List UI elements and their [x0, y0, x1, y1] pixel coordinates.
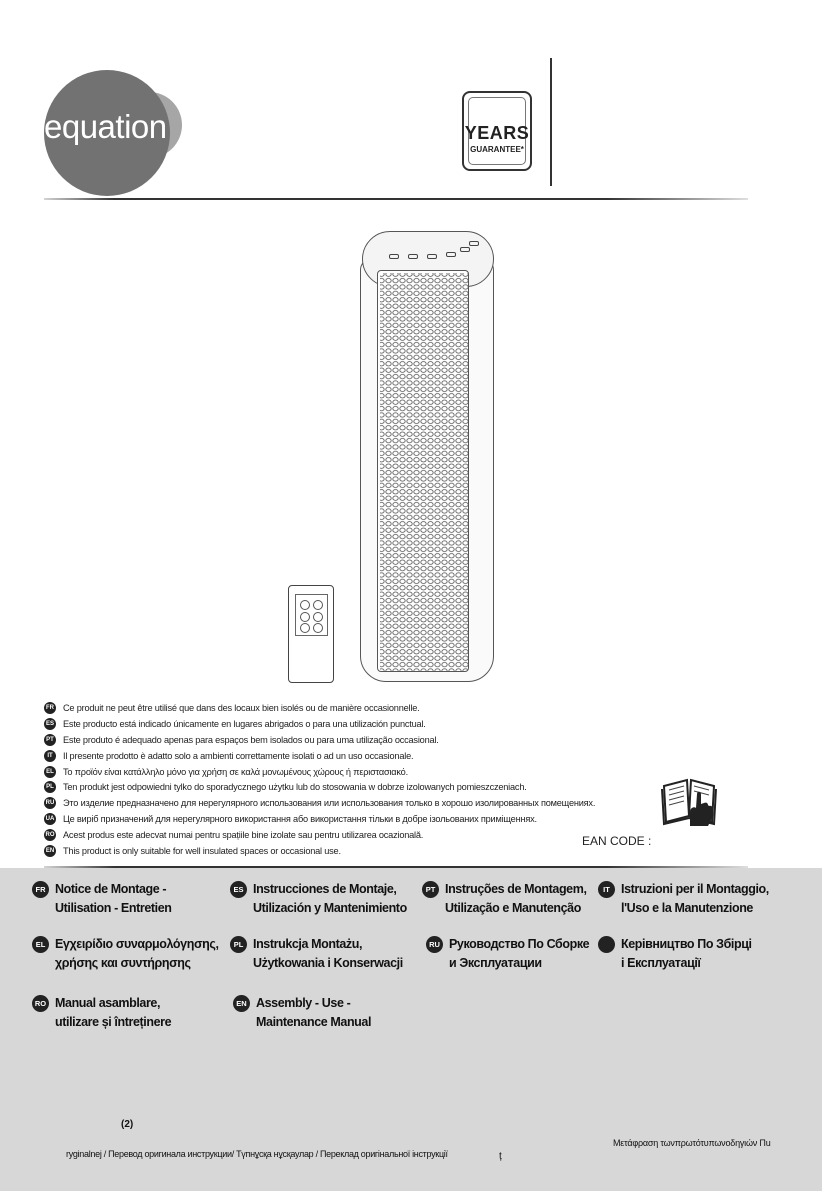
manual-title-line1: Руководство По Сборке — [449, 937, 590, 951]
manual-title-text — [253, 880, 407, 918]
manual-title-line1: Notice de Montage - — [55, 882, 167, 896]
manual-title-line2: utilizare și întreținere — [55, 1015, 172, 1029]
manual-title-line2: Utilização e Manutenção — [445, 901, 581, 915]
heater-grille — [377, 270, 469, 672]
language-badge-icon: RO — [44, 829, 56, 841]
manual-book-icon — [660, 772, 718, 826]
language-notice-text: Il presente prodotto è adatto solo a ambienti correttamente isolati o ad un uso occasionale. — [63, 750, 414, 761]
language-notice-text: Este produto é adequado apenas para espaços bem isolados ou para uma utilização occasional. — [63, 734, 439, 745]
remote-down-icon — [300, 623, 310, 633]
manual-title-line1: Instrukcja Montażu, — [253, 937, 363, 951]
page-number: (2) — [121, 1119, 134, 1130]
guarantee-years: YEARS — [464, 123, 530, 143]
header-divider — [550, 58, 552, 186]
remote-up-icon — [300, 612, 310, 622]
language-badge-icon: PL — [44, 781, 56, 793]
heater-button-icon — [460, 247, 470, 252]
language-badge-icon: EN — [44, 845, 56, 857]
language-notice-text: Это изделие предназначено для нерегулярного использования или использования только в хорошо изолированных помещениях. — [63, 798, 596, 809]
language-notice-text: This product is only suitable for well insulated spaces or occasional use. — [63, 845, 341, 856]
language-notice-row — [44, 811, 604, 827]
language-notice-list — [44, 700, 604, 859]
guarantee-badge — [462, 91, 532, 171]
remote-fan-icon — [313, 612, 323, 622]
language-notice-row — [44, 748, 604, 764]
language-badge-icon: PL — [230, 936, 247, 953]
remote-power-icon — [300, 600, 310, 610]
footer-translation-right: Μετάφραση τωνπρωτότυπωνοδηγιών Πu — [613, 1138, 771, 1148]
remote-button-panel — [295, 594, 328, 636]
manual-title-line2: і Експлуатації — [621, 956, 701, 970]
language-notice-row — [44, 716, 604, 732]
manual-title-el — [32, 935, 219, 973]
language-notice-text: Ce produit ne peut être utilisé que dans des locaux bien isolés ou de manière occasionnelle. — [63, 702, 420, 713]
language-notice-row — [44, 764, 604, 780]
heater-button-icon — [408, 254, 418, 259]
language-badge-icon: RU — [44, 797, 56, 809]
manual-title-text — [253, 935, 403, 973]
language-badge-icon: ES — [230, 881, 247, 898]
manual-title-line2: Utilisation - Entretien — [55, 901, 172, 915]
manual-title-line1: Instruções de Montagem, — [445, 882, 587, 896]
language-notice-text: Acest produs este adecvat numai pentru spațiile bine izolate sau pentru utilizarea ocazională. — [63, 830, 424, 841]
language-badge-icon: IT — [44, 750, 56, 762]
manual-title-ua — [598, 935, 752, 973]
manual-title-es — [230, 880, 407, 918]
manual-title-line2: Użytkowania i Konserwacji — [253, 956, 403, 970]
manual-title-fr — [32, 880, 172, 918]
language-badge-icon: EL — [44, 766, 56, 778]
language-notice-text: Ten produkt jest odpowiedni tylko do sporadycznego użytku lub do stosowania w dobrze izolowanych pomieszczeniach. — [63, 782, 527, 793]
manual-title-line1: Manual asamblare, — [55, 996, 161, 1010]
language-badge-icon: PT — [44, 734, 56, 746]
language-badge-icon: RU — [426, 936, 443, 953]
ean-code-label: EAN CODE : — [582, 834, 652, 848]
remote-mode-icon — [313, 600, 323, 610]
language-notice-row — [44, 779, 604, 795]
manual-title-text — [445, 880, 587, 918]
manual-title-line2: Utilización y Mantenimiento — [253, 901, 407, 915]
language-badge-icon: PT — [422, 881, 439, 898]
language-badge-icon: ES — [44, 718, 56, 730]
manual-title-line2: Maintenance Manual — [256, 1015, 372, 1029]
language-badge-icon: IT — [598, 881, 615, 898]
remote-timer-icon — [313, 623, 323, 633]
language-notice-row — [44, 700, 604, 716]
language-badge-icon — [598, 936, 615, 953]
language-notice-text: Este producto está indicado únicamente en lugares abrigados o para una utilización punctual. — [63, 718, 426, 729]
language-badge-icon: UA — [44, 813, 56, 825]
manual-title-pl — [230, 935, 403, 973]
guarantee-label: GUARANTEE* — [470, 145, 524, 154]
footer-translation-left: ryginalnej / Перевод оригинала инструкции/ Түпнұсқа нұсқаулар / Переклад оригінальної інструкції — [66, 1149, 448, 1159]
manual-title-text — [55, 880, 172, 918]
manual-title-line2: χρήσης και συντήρησης — [55, 956, 191, 970]
heater-button-icon — [469, 241, 479, 246]
brand-logo-text: equation — [44, 108, 167, 145]
language-notice-text: Це виріб призначений для нерегулярного використання або використання тільки в добре ізольованих приміщеннях. — [63, 814, 537, 825]
manual-title-text — [256, 994, 371, 1032]
language-notice-text: Το προϊόν είναι κατάλληλο μόνο για χρήση σε καλά μονωμένους χώρους ή περιστασιακό. — [63, 766, 408, 777]
manual-title-text — [55, 935, 219, 973]
heater-button-icon — [389, 254, 399, 259]
manual-title-line1: Assembly - Use - — [256, 996, 351, 1010]
language-badge-icon: EL — [32, 936, 49, 953]
manual-title-en — [233, 994, 371, 1032]
manual-title-text — [449, 935, 589, 973]
manual-title-line2: l'Uso e la Manutenzione — [621, 901, 753, 915]
manual-title-line2: и Эксплуатации — [449, 956, 542, 970]
heater-button-icon — [446, 252, 456, 257]
language-notice-row — [44, 732, 604, 748]
remote-control-icon — [288, 585, 334, 683]
manual-title-line1: Instrucciones de Montaje, — [253, 882, 397, 896]
manual-title-it — [598, 880, 769, 918]
manual-title-text — [55, 994, 171, 1032]
language-notice-row — [44, 843, 604, 859]
language-badge-icon: EN — [233, 995, 250, 1012]
header-rule — [44, 198, 748, 200]
footer-mark: ț — [499, 1151, 502, 1162]
language-badge-icon: RO — [32, 995, 49, 1012]
manual-title-line1: Istruzioni per il Montaggio, — [621, 882, 769, 896]
manual-title-line1: Керівництво По Збірці — [621, 937, 752, 951]
language-notice-row — [44, 795, 604, 811]
manual-title-pt — [422, 880, 587, 918]
language-badge-icon: FR — [44, 702, 56, 714]
manual-title-ru — [426, 935, 589, 973]
manual-title-line1: Εγχειρίδιο συναρμολόγησης, — [55, 937, 219, 951]
manual-title-text — [621, 935, 752, 973]
language-notice-row — [44, 827, 604, 843]
manual-title-ro — [32, 994, 171, 1032]
heater-button-icon — [427, 254, 437, 259]
manual-title-text — [621, 880, 769, 918]
language-badge-icon: FR — [32, 881, 49, 898]
